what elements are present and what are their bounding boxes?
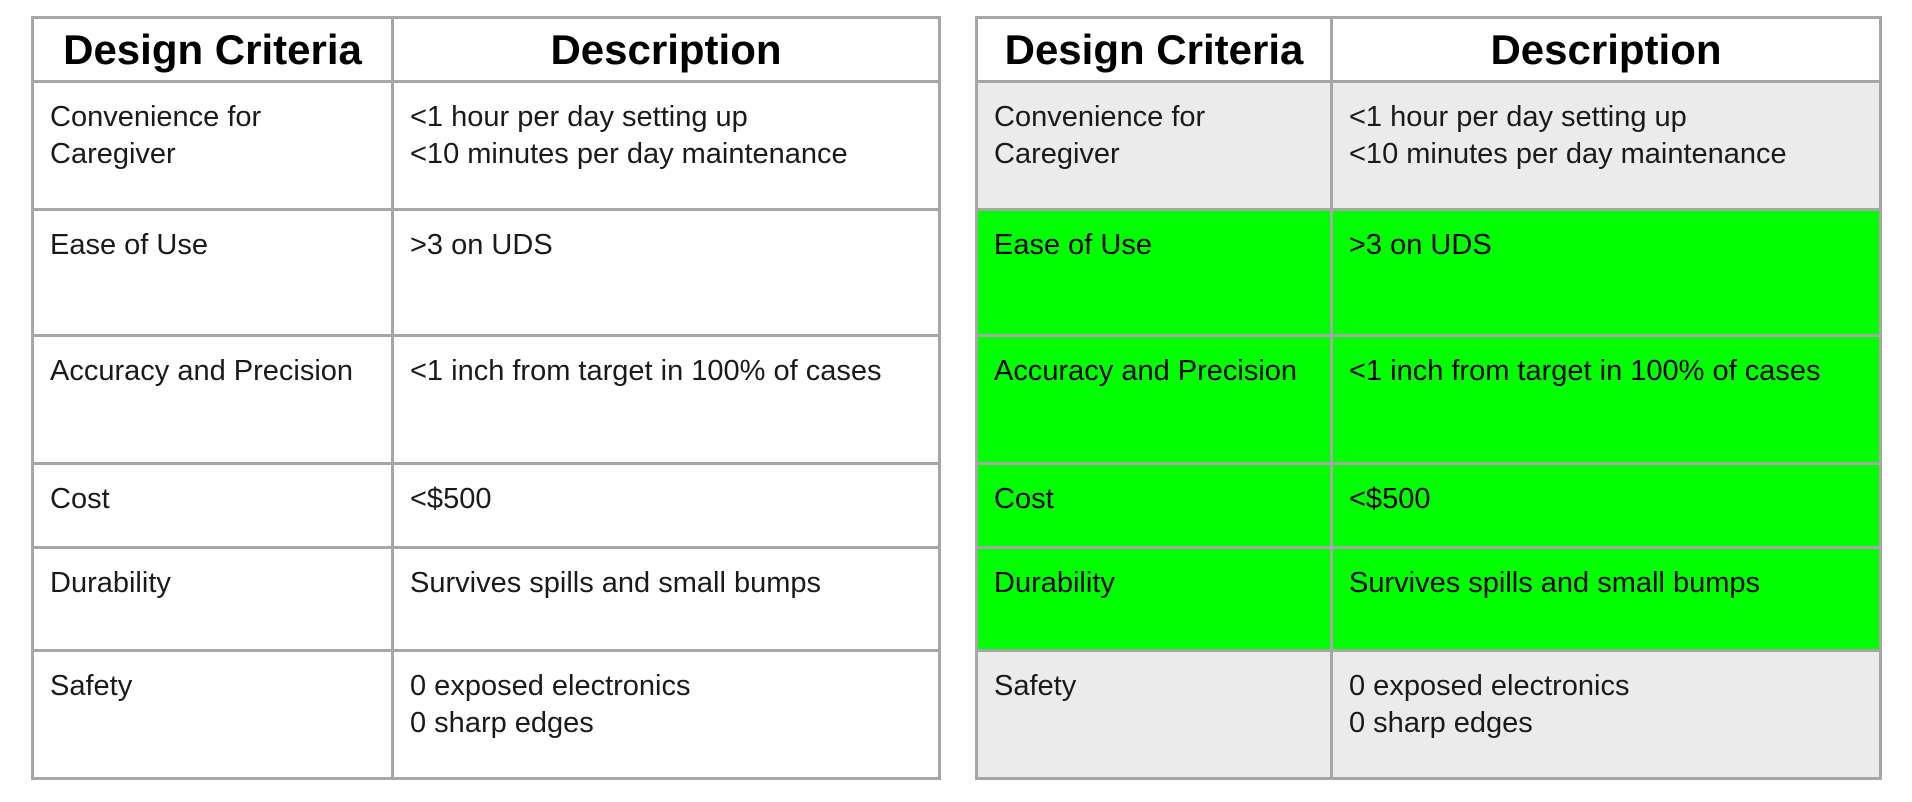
criteria-cell xyxy=(33,336,393,464)
criteria-cell xyxy=(33,548,393,651)
description-cell xyxy=(393,336,940,464)
header-criteria: Design Criteria xyxy=(33,18,393,82)
highlighted-row xyxy=(977,336,1881,464)
table-row xyxy=(33,336,940,464)
header-description: Description xyxy=(393,18,940,82)
table-row xyxy=(33,210,940,336)
header-criteria: Design Criteria xyxy=(977,18,1332,82)
description-cell xyxy=(1332,82,1881,210)
description-text: <10 minutes per day maintenance xyxy=(1349,138,1787,170)
criteria-cell xyxy=(977,82,1332,210)
description-cell xyxy=(1332,336,1881,464)
criteria-text: Durability xyxy=(50,567,171,599)
criteria-cell xyxy=(977,651,1332,779)
description-cell xyxy=(393,651,940,779)
description-text: 0 exposed electronics xyxy=(1349,670,1630,702)
description-cell xyxy=(393,210,940,336)
description-cell xyxy=(393,82,940,210)
description-text: <10 minutes per day maintenance xyxy=(410,138,848,170)
criteria-cell xyxy=(977,548,1332,651)
criteria-text: Ease of Use xyxy=(994,229,1152,261)
table-row xyxy=(33,651,940,779)
criteria-text: Accuracy and Precision xyxy=(50,355,354,387)
description-cell xyxy=(1332,464,1881,548)
criteria-cell xyxy=(33,464,393,548)
description-cell xyxy=(1332,548,1881,651)
criteria-text: Safety xyxy=(50,670,133,702)
criteria-text: Convenience for xyxy=(50,101,262,133)
header-row xyxy=(33,18,940,82)
table-row xyxy=(977,82,1881,210)
description-text: 0 exposed electronics xyxy=(410,670,691,702)
description-text: <$500 xyxy=(1349,483,1431,515)
description-text: Survives spills and small bumps xyxy=(1349,567,1760,599)
criteria-cell xyxy=(33,82,393,210)
table-row xyxy=(33,464,940,548)
table-row xyxy=(33,82,940,210)
description-cell xyxy=(393,464,940,548)
description-cell xyxy=(1332,651,1881,779)
header-row xyxy=(977,18,1881,82)
design-criteria-table-left xyxy=(31,16,941,780)
description-text: <1 hour per day setting up xyxy=(410,101,748,133)
description-text: 0 sharp edges xyxy=(410,707,594,739)
table-row xyxy=(977,651,1881,779)
description-text: Survives spills and small bumps xyxy=(410,567,821,599)
description-text: 0 sharp edges xyxy=(1349,707,1533,739)
highlighted-row xyxy=(977,548,1881,651)
criteria-cell xyxy=(977,464,1332,548)
criteria-text: Caregiver xyxy=(994,138,1120,170)
criteria-cell xyxy=(977,336,1332,464)
description-text: <1 inch from target in 100% of cases xyxy=(1349,355,1821,387)
highlighted-row xyxy=(977,210,1881,336)
criteria-text: Ease of Use xyxy=(50,229,208,261)
design-criteria-table-right xyxy=(975,16,1882,780)
criteria-cell xyxy=(33,210,393,336)
description-cell xyxy=(393,548,940,651)
criteria-cell xyxy=(977,210,1332,336)
description-text: <1 hour per day setting up xyxy=(1349,101,1687,133)
criteria-cell xyxy=(33,651,393,779)
criteria-text: Safety xyxy=(994,670,1077,702)
description-text: >3 on UDS xyxy=(1349,229,1492,261)
highlighted-row xyxy=(977,464,1881,548)
criteria-text: Caregiver xyxy=(50,138,176,170)
table-row xyxy=(33,548,940,651)
criteria-text: Cost xyxy=(50,483,110,515)
description-text: <$500 xyxy=(410,483,492,515)
criteria-text: Accuracy and Precision xyxy=(994,355,1298,387)
criteria-text: Durability xyxy=(994,567,1115,599)
header-description: Description xyxy=(1332,18,1881,82)
description-text: >3 on UDS xyxy=(410,229,553,261)
criteria-text: Cost xyxy=(994,483,1054,515)
description-cell xyxy=(1332,210,1881,336)
description-text: <1 inch from target in 100% of cases xyxy=(410,355,882,387)
criteria-text: Convenience for xyxy=(994,101,1206,133)
